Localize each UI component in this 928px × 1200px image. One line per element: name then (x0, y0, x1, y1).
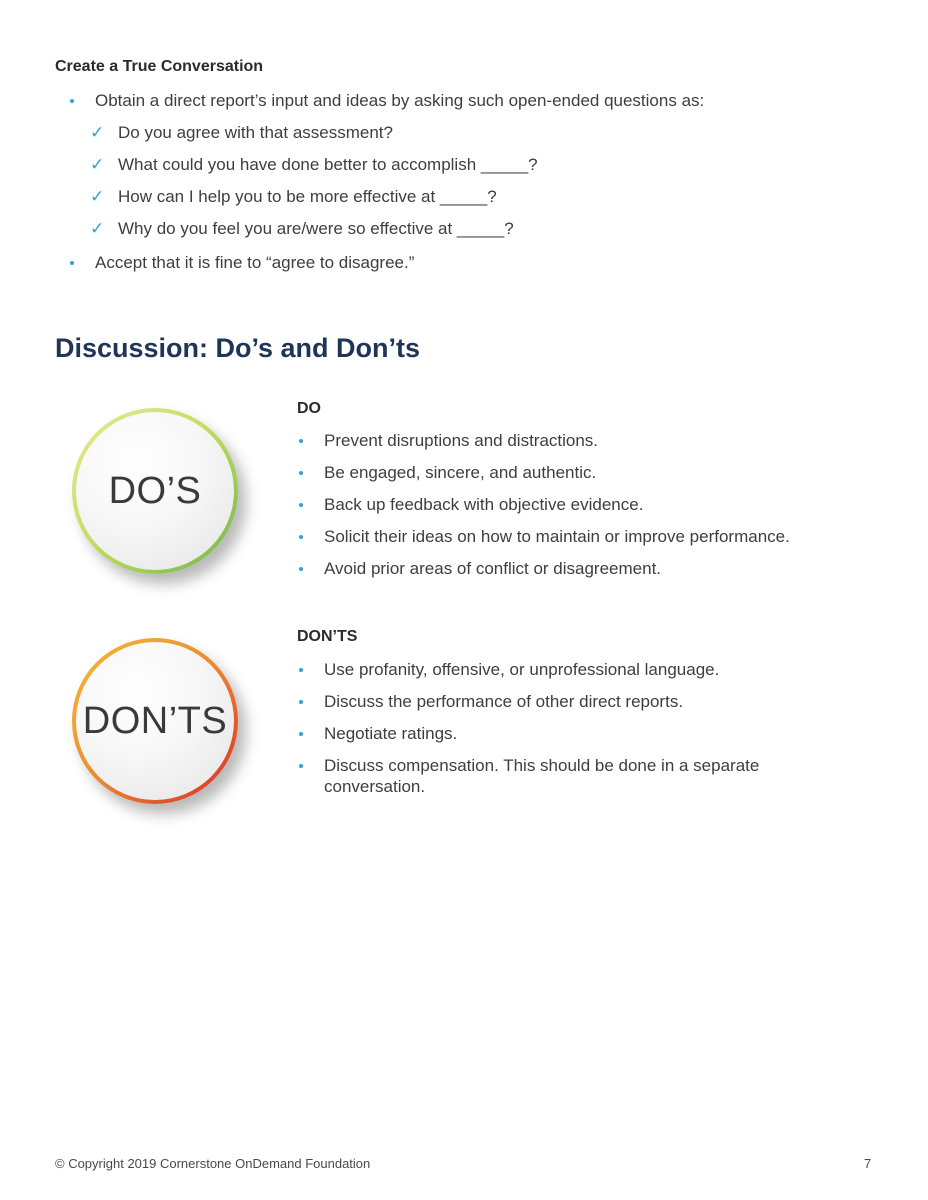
list-item-text: Prevent disruptions and distractions. (324, 431, 599, 450)
list-item-text: Why do you feel you are/were so effective at _____? (118, 219, 514, 238)
list-item-text: Accept that it is fine to “agree to disagree.” (95, 253, 415, 272)
list-item (90, 154, 538, 175)
list-item-text: What could you have done better to accomplish _____? (118, 155, 538, 174)
donts-badge (72, 638, 252, 818)
bullet-icon (299, 535, 303, 539)
do-list (324, 430, 884, 590)
bullet-icon (299, 439, 303, 443)
list-item (90, 218, 514, 239)
bullet-icon (70, 261, 74, 265)
list-item (90, 186, 497, 207)
list-item (324, 494, 884, 526)
list-item-text: How can I help you to be more effective at _____? (118, 187, 497, 206)
list-item-text: Solicit their ideas on how to maintain or improve performance. (324, 527, 790, 546)
list-item (324, 526, 884, 558)
dos-badge-face (76, 412, 234, 570)
list-item-text: Discuss compensation. This should be done in a separate conversation. (324, 756, 760, 796)
donts-badge-label: DON’TS (82, 699, 228, 742)
bullet-icon (299, 700, 303, 704)
dos-badge (72, 408, 252, 588)
dont-list (324, 659, 794, 797)
bullet-icon (70, 99, 74, 103)
list-item-text: Obtain a direct report’s input and ideas by asking such open-ended questions as: (95, 91, 705, 110)
list-item (324, 430, 884, 462)
checkmark-icon: ✓ (90, 219, 105, 238)
list-item (90, 122, 393, 143)
list-item-text: Back up feedback with objective evidence. (324, 495, 644, 514)
list-item (324, 755, 794, 797)
checkmark-icon: ✓ (90, 123, 105, 142)
dont-heading: DON’TS (297, 628, 358, 645)
donts-badge-face (76, 642, 234, 800)
list-item-text: Use profanity, offensive, or unprofessional language. (324, 660, 720, 679)
bullet-icon (299, 764, 303, 768)
list-item-text: Do you agree with that assessment? (118, 123, 393, 142)
list-item-text: Be engaged, sincere, and authentic. (324, 463, 597, 482)
list-item (324, 462, 884, 494)
bullet-icon (299, 732, 303, 736)
bullet-icon (299, 668, 303, 672)
list-item (95, 252, 414, 273)
dos-badge-label: DO’S (108, 469, 202, 512)
page-title: Discussion: Do’s and Don’ts (55, 333, 421, 363)
list-item (324, 659, 794, 691)
bullet-icon (299, 567, 303, 571)
bullet-icon (299, 503, 303, 507)
bullet-icon (299, 471, 303, 475)
checkmark-icon: ✓ (90, 187, 105, 206)
page-number: 7 (864, 1156, 872, 1171)
list-item-text: Discuss the performance of other direct reports. (324, 692, 684, 711)
section-heading-conversation: Create a True Conversation (55, 58, 264, 75)
list-item-text: Avoid prior areas of conflict or disagreement. (324, 559, 662, 578)
footer-copyright: © Copyright 2019 Cornerstone OnDemand Foundation (55, 1156, 371, 1171)
checkmark-icon: ✓ (90, 155, 105, 174)
list-item (324, 691, 794, 723)
do-heading: DO (297, 400, 321, 417)
list-item (95, 90, 704, 111)
list-item (324, 558, 884, 590)
list-item (324, 723, 794, 755)
list-item-text: Negotiate ratings. (324, 724, 458, 743)
